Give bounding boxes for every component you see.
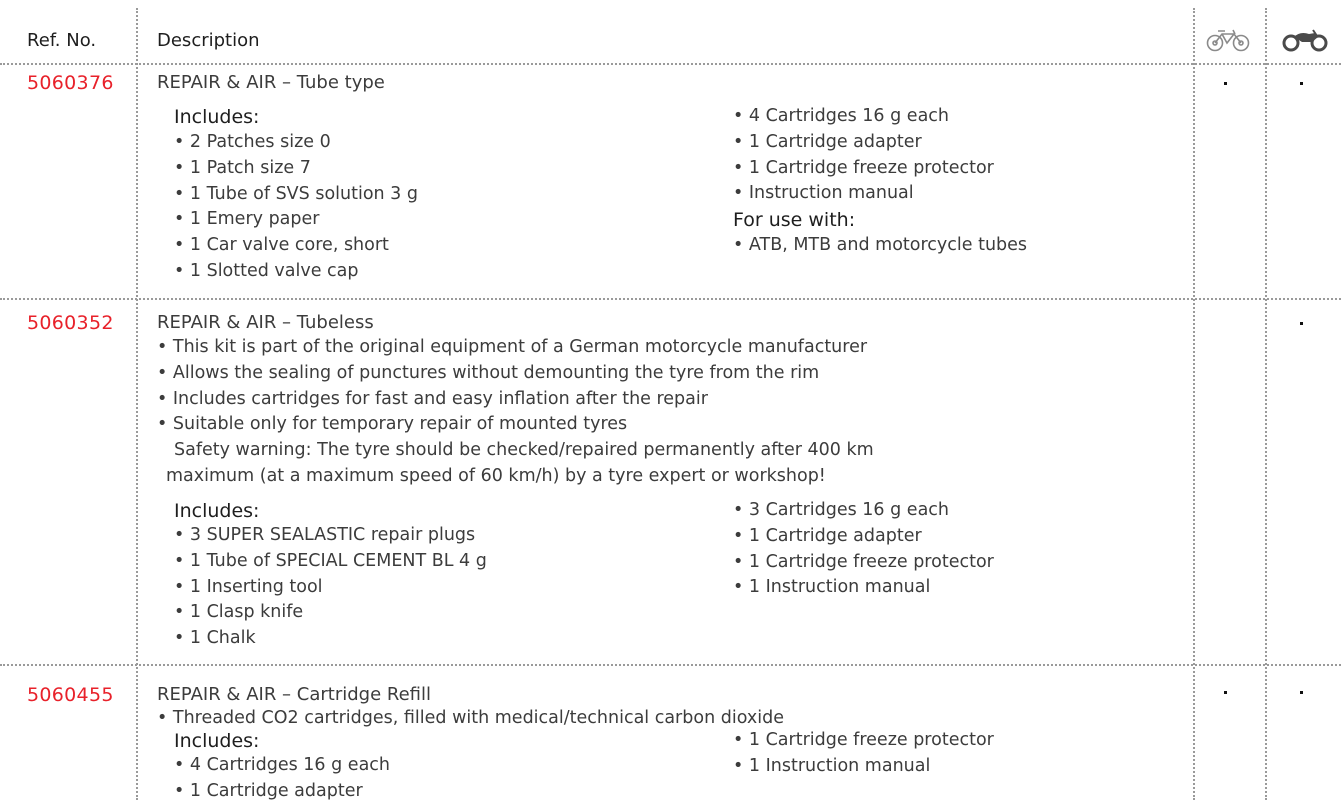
list-item: • Instruction manual <box>733 183 914 204</box>
includes-label: Includes: <box>174 106 260 128</box>
includes-label: Includes: <box>174 500 260 522</box>
feature-list <box>157 335 867 438</box>
motorcycle-icon <box>1282 28 1328 52</box>
description-column-header: Description <box>157 30 260 51</box>
bicycle-compatible-mark <box>1224 82 1227 85</box>
includes-label: Includes: <box>174 730 260 752</box>
list-item: • Allows the sealing of punctures without demounting the tyre from the rim <box>157 362 820 383</box>
list-item: • Threaded CO2 cartridges, filled with medical/technical carbon dioxide <box>157 708 784 728</box>
list-item: • 1 Instruction manual <box>733 577 931 598</box>
row-divider <box>0 298 1341 300</box>
ref-number: 5060352 <box>27 312 114 334</box>
list-item: • Suitable only for temporary repair of mounted tyres <box>157 414 628 435</box>
includes-list-right <box>733 728 994 780</box>
bicycle-icon <box>1205 28 1251 52</box>
list-item: • 2 Patches size 0 <box>174 132 331 152</box>
header-divider <box>0 63 1341 65</box>
list-item: • 1 Cartridge adapter <box>733 131 922 152</box>
includes-list-right <box>733 498 994 601</box>
includes-list-left <box>174 523 487 652</box>
list-item: • 1 Tube of SPECIAL CEMENT BL 4 g <box>174 550 487 571</box>
includes-list-left <box>174 130 418 285</box>
list-item: • 1 Cartridge adapter <box>174 780 363 801</box>
list-item: • 1 Clasp knife <box>174 602 304 623</box>
ref-column-header: Ref. No. <box>27 30 97 51</box>
row-divider <box>0 664 1341 666</box>
list-item: • 4 Cartridges 16 g each <box>733 106 950 126</box>
column-divider-motorcycle <box>1265 8 1267 800</box>
warning-line: maximum (at a maximum speed of 60 km/h) by a tyre expert or workshop! <box>166 465 826 486</box>
list-item: • ATB, MTB and motorcycle tubes <box>733 235 1028 255</box>
list-item: • 3 Cartridges 16 g each <box>733 500 950 520</box>
list-item: • 1 Car valve core, short <box>174 235 389 256</box>
product-title: REPAIR & AIR – Tube type <box>157 72 385 93</box>
column-divider-bicycle <box>1193 8 1195 800</box>
list-item: • 1 Cartridge freeze protector <box>733 730 994 750</box>
list-item: • 1 Instruction manual <box>733 755 931 776</box>
ref-number: 5060455 <box>27 684 114 706</box>
includes-list-right <box>733 104 994 207</box>
list-item: • 1 Cartridge freeze protector <box>733 551 994 572</box>
list-item: • 1 Cartridge adapter <box>733 525 922 546</box>
list-item: • Includes cartridges for fast and easy inflation after the repair <box>157 388 708 409</box>
for-use-with-label: For use with: <box>733 209 856 231</box>
motorcycle-compatible-mark <box>1300 82 1303 85</box>
list-item: • 1 Patch size 7 <box>174 157 311 178</box>
product-title: REPAIR & AIR – Cartridge Refill <box>157 684 431 705</box>
includes-list-left <box>174 753 390 805</box>
list-item: • 3 SUPER SEALASTIC repair plugs <box>174 525 476 545</box>
bicycle-compatible-mark <box>1224 691 1227 694</box>
list-item: • This kit is part of the original equipment of a German motorcycle manufacturer <box>157 337 868 357</box>
list-item: • 1 Emery paper <box>174 209 320 230</box>
list-item: • 1 Cartridge freeze protector <box>733 157 994 178</box>
ref-number: 5060376 <box>27 72 114 94</box>
list-item: • 1 Slotted valve cap <box>174 260 359 281</box>
list-item: • 4 Cartridges 16 g each <box>174 755 391 775</box>
motorcycle-compatible-mark <box>1300 322 1303 325</box>
for-use-with-list <box>733 233 1027 259</box>
list-item: • 1 Tube of SVS solution 3 g <box>174 183 418 204</box>
motorcycle-compatible-mark <box>1300 691 1303 694</box>
column-divider-ref <box>136 8 138 800</box>
product-title: REPAIR & AIR – Tubeless <box>157 312 374 333</box>
list-item: • 1 Inserting tool <box>174 576 323 597</box>
list-item: • 1 Chalk <box>174 628 256 649</box>
safety-warning <box>166 438 874 490</box>
warning-line: Safety warning: The tyre should be checked/repaired permanently after 400 km <box>174 440 874 460</box>
